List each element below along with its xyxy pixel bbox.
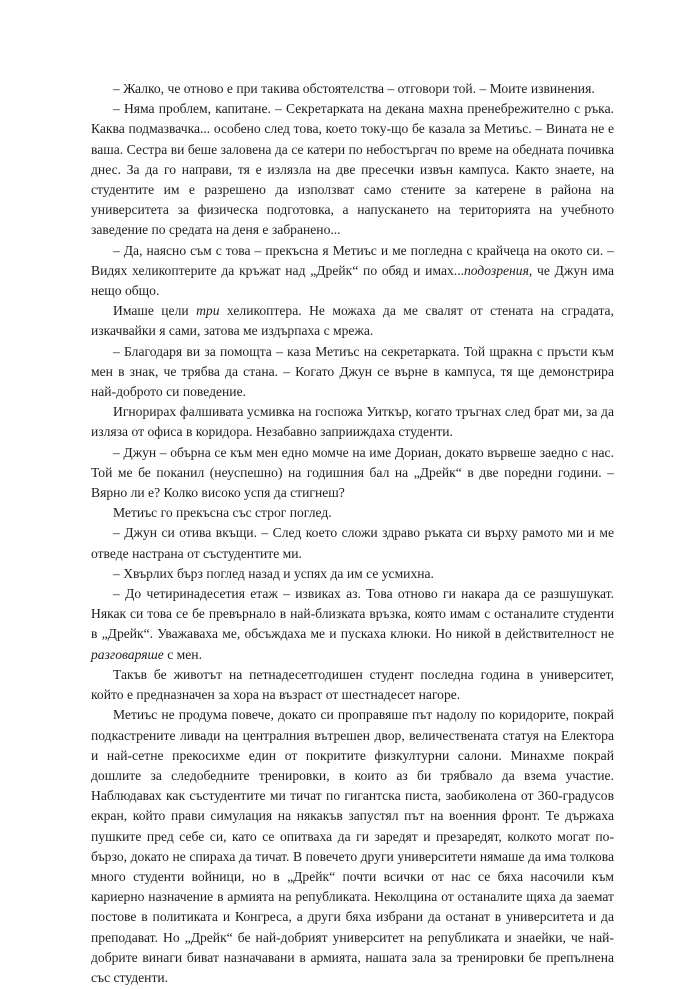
text-run: – Благодаря ви за помощта – каза Метиъс на секретарката. Той щракна с пръсти към мен в знак, че трябва да стана. – Когато Джун се върне в кампуса, тя ще демонстрира най-доброто си поведение.: [91, 343, 614, 400]
text-run: – Джун – обърна се към мен едно момче на име Дориан, докато вървеше заедно с нас. Той ме бе поканил (неуспешно) на годишния бал на „Дрейк“ в две поредни години. – Вярно ли е? Колко високо успя да стигнеш?: [91, 444, 614, 501]
paragraph: [91, 342, 614, 403]
paragraph: [91, 665, 614, 705]
text-run: хеликоптера. Не можаха да ме свалят от стената на сградата, изкачвайки я сами, затова ме издърпаха с мрежа.: [91, 303, 614, 339]
text-run: – Джун си отива вкъщи. – След което сложи здраво ръката си върху рамото ми и ме отведе настрана от състудентите ми.: [91, 525, 614, 561]
paragraph: [91, 705, 614, 988]
paragraph: [91, 443, 614, 504]
text-run: Метиъс го прекъсна със строг поглед.: [113, 505, 332, 521]
paragraph: [91, 241, 614, 302]
text-run: Метиъс не продума повече, докато си проправяше път надолу по коридорите, покрай подкастрените ливади на централния вътрешен двор, величествената статуя на Електора и най-сетне прекосихме един от покритите физкултурни салони. Минахме покрай дошлите за следобедните тренировки, в които аз би трябвало да взема участие. Наблюдавах как състудентите ми тичат по гигантска писта, заобиколена от 360-градусов екран, който прави симулация на някакъв запустял път на военния фронт. Те държаха пушките пред себе си, като се опитваха да ги заредят и презаредят, колкото могат по-бързо, докато не спираха да тичат. В повечето други университети нямаше да има толкова много студенти войници, но в „Дрейк“ почти всички от нас се бяха насочили към кариерно назначение в армията на републиката. Неколцина от останалите щяха да заемат постове в политиката и Конгреса, а други бяха избрани да останат в университета и да преподават. Но „Дрейк“ бе най-добрият университет на републиката и знаейки, че най-добрите винаги биват назначавани в армията, нашата зала за тренировки бе препълнена със студенти.: [91, 707, 614, 985]
text-run: – Хвърлих бърз поглед назад и успях да им се усмихна.: [113, 565, 434, 581]
text-run: Имаше цели: [113, 303, 197, 319]
page-body-text: [91, 79, 614, 988]
text-run: с мен.: [163, 646, 202, 662]
text-run: Такъв бе животът на петнадесетгодишен студент последна година в университет, който е предназначен за хора на възраст от шестнадесет нагоре.: [91, 666, 614, 703]
text-run: – Жалко, че отново е при такива обстоятелства – отговори той. – Моите извинения.: [113, 81, 595, 96]
italic-text-run: разговаряше: [91, 646, 164, 662]
paragraph: [91, 79, 614, 99]
text-run: Игнорирах фалшивата усмивка на госпожа Уиткър, когато тръгнах след брат ми, за да изляза от офиса в коридора. Незабавно заприиждаха студенти.: [91, 404, 614, 440]
text-run: – Няма проблем, капитане. – Секретарката на декана махна пренебрежително с ръка. Каква подмазвачка... особено след това, което току-що бе казала за Метиъс. – Вината не е ваша. Сестра ви беше заловена да се катери по небостъргач по време на обедната почивка днес. За да го направи, тя е излязла на две пресечки извън кампуса. Както знаете, на студентите им е разрешено да използват само стените за катерене в района на университета за физическа подготовка, а напускането на територията на учебното заведение по средата на деня е забранено...: [91, 101, 614, 238]
paragraph: [91, 523, 614, 563]
italic-text-run: подозрения: [464, 262, 529, 278]
text-run: , че Джун има нещо общо.: [91, 262, 614, 299]
paragraph: [91, 402, 614, 442]
paragraph: [91, 564, 614, 584]
paragraph: [91, 99, 614, 240]
paragraph: [91, 503, 614, 523]
paragraph: [91, 584, 614, 665]
italic-text-run: три: [196, 303, 220, 319]
text-run: – Да, наясно съм с това – прекъсна я Метиъс и ме погледна с крайчеца на окото си. – Видях хеликоптерите да кръжат над „Дрейк“ по обяд и имах...: [91, 242, 614, 278]
text-run: – До четиринадесетия етаж – извиках аз. Това отново ги накара да се разшушукат. Някак си това се бе превърнало в най-близката връзка, която имам с останалите студенти в „Дрейк“. Уважаваха ме, обсъждаха ме и пускаха клюки. Но никой в действителност не: [91, 586, 614, 642]
paragraph: [91, 301, 614, 341]
